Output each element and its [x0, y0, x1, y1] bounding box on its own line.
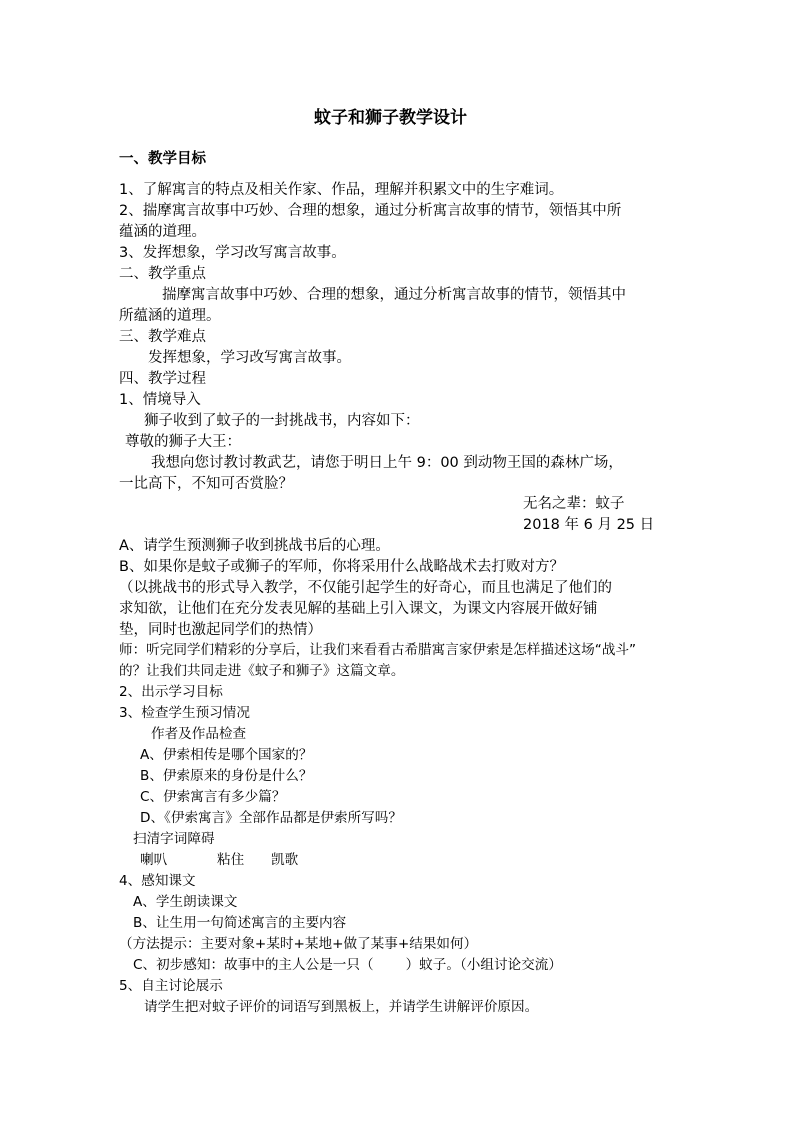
- process-heading: 四、教学过程: [119, 371, 206, 387]
- step-2-heading: 2、出示学习目标: [119, 684, 223, 700]
- letter-intro: 狮子收到了蚊子的一封挑战书，内容如下：: [144, 413, 420, 429]
- author-question-d: D、《伊索寓言》全部作品都是伊索所写吗？: [140, 810, 402, 826]
- key-text: 揣摩寓言故事中巧妙、合理的想象，通过分析寓言故事的情节，领悟其中: [162, 287, 626, 303]
- vocab-word: 凯歌: [271, 852, 299, 868]
- key-text-cont: 所蕴涵的道理。: [119, 308, 221, 324]
- vocab-word: 粘住: [217, 852, 245, 868]
- letter-body: 我想向您讨教讨教武艺，请您于明日上午 9：00 到动物王国的森林广场，: [151, 455, 623, 471]
- goal-heading: 一、教学目标: [119, 151, 206, 167]
- step-1-heading: 1、情境导入: [119, 392, 201, 408]
- step-5-heading: 5、自主讨论展示: [119, 978, 223, 994]
- vocab-heading: 扫清字词障碍: [133, 831, 215, 847]
- author-question-b: B、伊索原来的身份是什么？: [140, 768, 313, 784]
- page-title: 蚊子和狮子教学设计: [314, 108, 467, 128]
- difficulty-text: 发挥想象，学习改写寓言故事。: [148, 350, 351, 366]
- method-tip: （方法提示：主要对象+某时+某地+做了某事+结果如何）: [119, 936, 478, 952]
- author-question-c: C、伊索寓言有多少篇？: [140, 789, 286, 805]
- design-note-cont-1: 求知欲，让他们在充分发表见解的基础上引入课文，为课文内容展开做好铺: [119, 601, 598, 617]
- goal-item-2-cont: 蕴涵的道理。: [119, 224, 206, 240]
- letter-date: 2018 年 6 月 25 日: [523, 517, 655, 533]
- step-3-heading: 3、检查学生预习情况: [119, 705, 250, 721]
- step-4-heading: 4、感知课文: [119, 873, 196, 889]
- letter-salutation: 尊敬的狮子大王：: [125, 434, 241, 450]
- letter-signature: 无名之辈：蚊子: [523, 496, 625, 512]
- design-note: （以挑战书的形式导入教学，不仅能引起学生的好奇心，而且也满足了他们的: [119, 580, 612, 596]
- step-4-item-b: B、让生用一句简述寓言的主要内容: [133, 915, 347, 931]
- author-check-heading: 作者及作品检查: [151, 726, 247, 742]
- question-b: B、如果你是蚊子或狮子的军师，你将采用什么战略战术去打败对方？: [119, 559, 564, 575]
- difficulty-heading: 三、教学难点: [119, 329, 206, 345]
- teacher-line-cont: 的？让我们共同走进《蚊子和狮子》这篇文章。: [119, 663, 405, 679]
- step-4-item-a: A、学生朗读课文: [133, 894, 238, 910]
- author-question-a: A、伊索相传是哪个国家的？: [140, 747, 313, 763]
- goal-item-2: 2、揣摩寓言故事中巧妙、合理的想象，通过分析寓言故事的情节，领悟其中所: [119, 203, 622, 219]
- letter-body-cont: 一比高下，不知可否赏脸？: [119, 476, 293, 492]
- key-heading: 二、教学重点: [119, 266, 206, 282]
- step-4-item-c-post: ）蚊子。（小组讨论交流）: [405, 957, 562, 973]
- design-note-cont-2: 垫，同时也激起同学们的热情）: [119, 622, 322, 638]
- teacher-line: 师：听完同学们精彩的分享后，让我们来看看古希腊寓言家伊索是怎样描述这场“战斗”: [119, 642, 637, 658]
- step-5-text: 请学生把对蚊子评价的词语写到黑板上，并请学生讲解评价原因。: [144, 999, 539, 1015]
- step-4-item-c-pre: C、初步感知：故事中的主人公是一只（: [133, 957, 374, 973]
- question-a: A、请学生预测狮子收到挑战书后的心理。: [119, 538, 390, 554]
- step-4-item-c: [133, 959, 562, 973]
- goal-item-1: 1、了解寓言的特点及相关作家、作品，理解并积累文中的生字难词。: [119, 182, 564, 198]
- vocab-word: 喇叭: [140, 852, 168, 868]
- goal-item-3: 3、发挥想象，学习改写寓言故事。: [119, 245, 346, 261]
